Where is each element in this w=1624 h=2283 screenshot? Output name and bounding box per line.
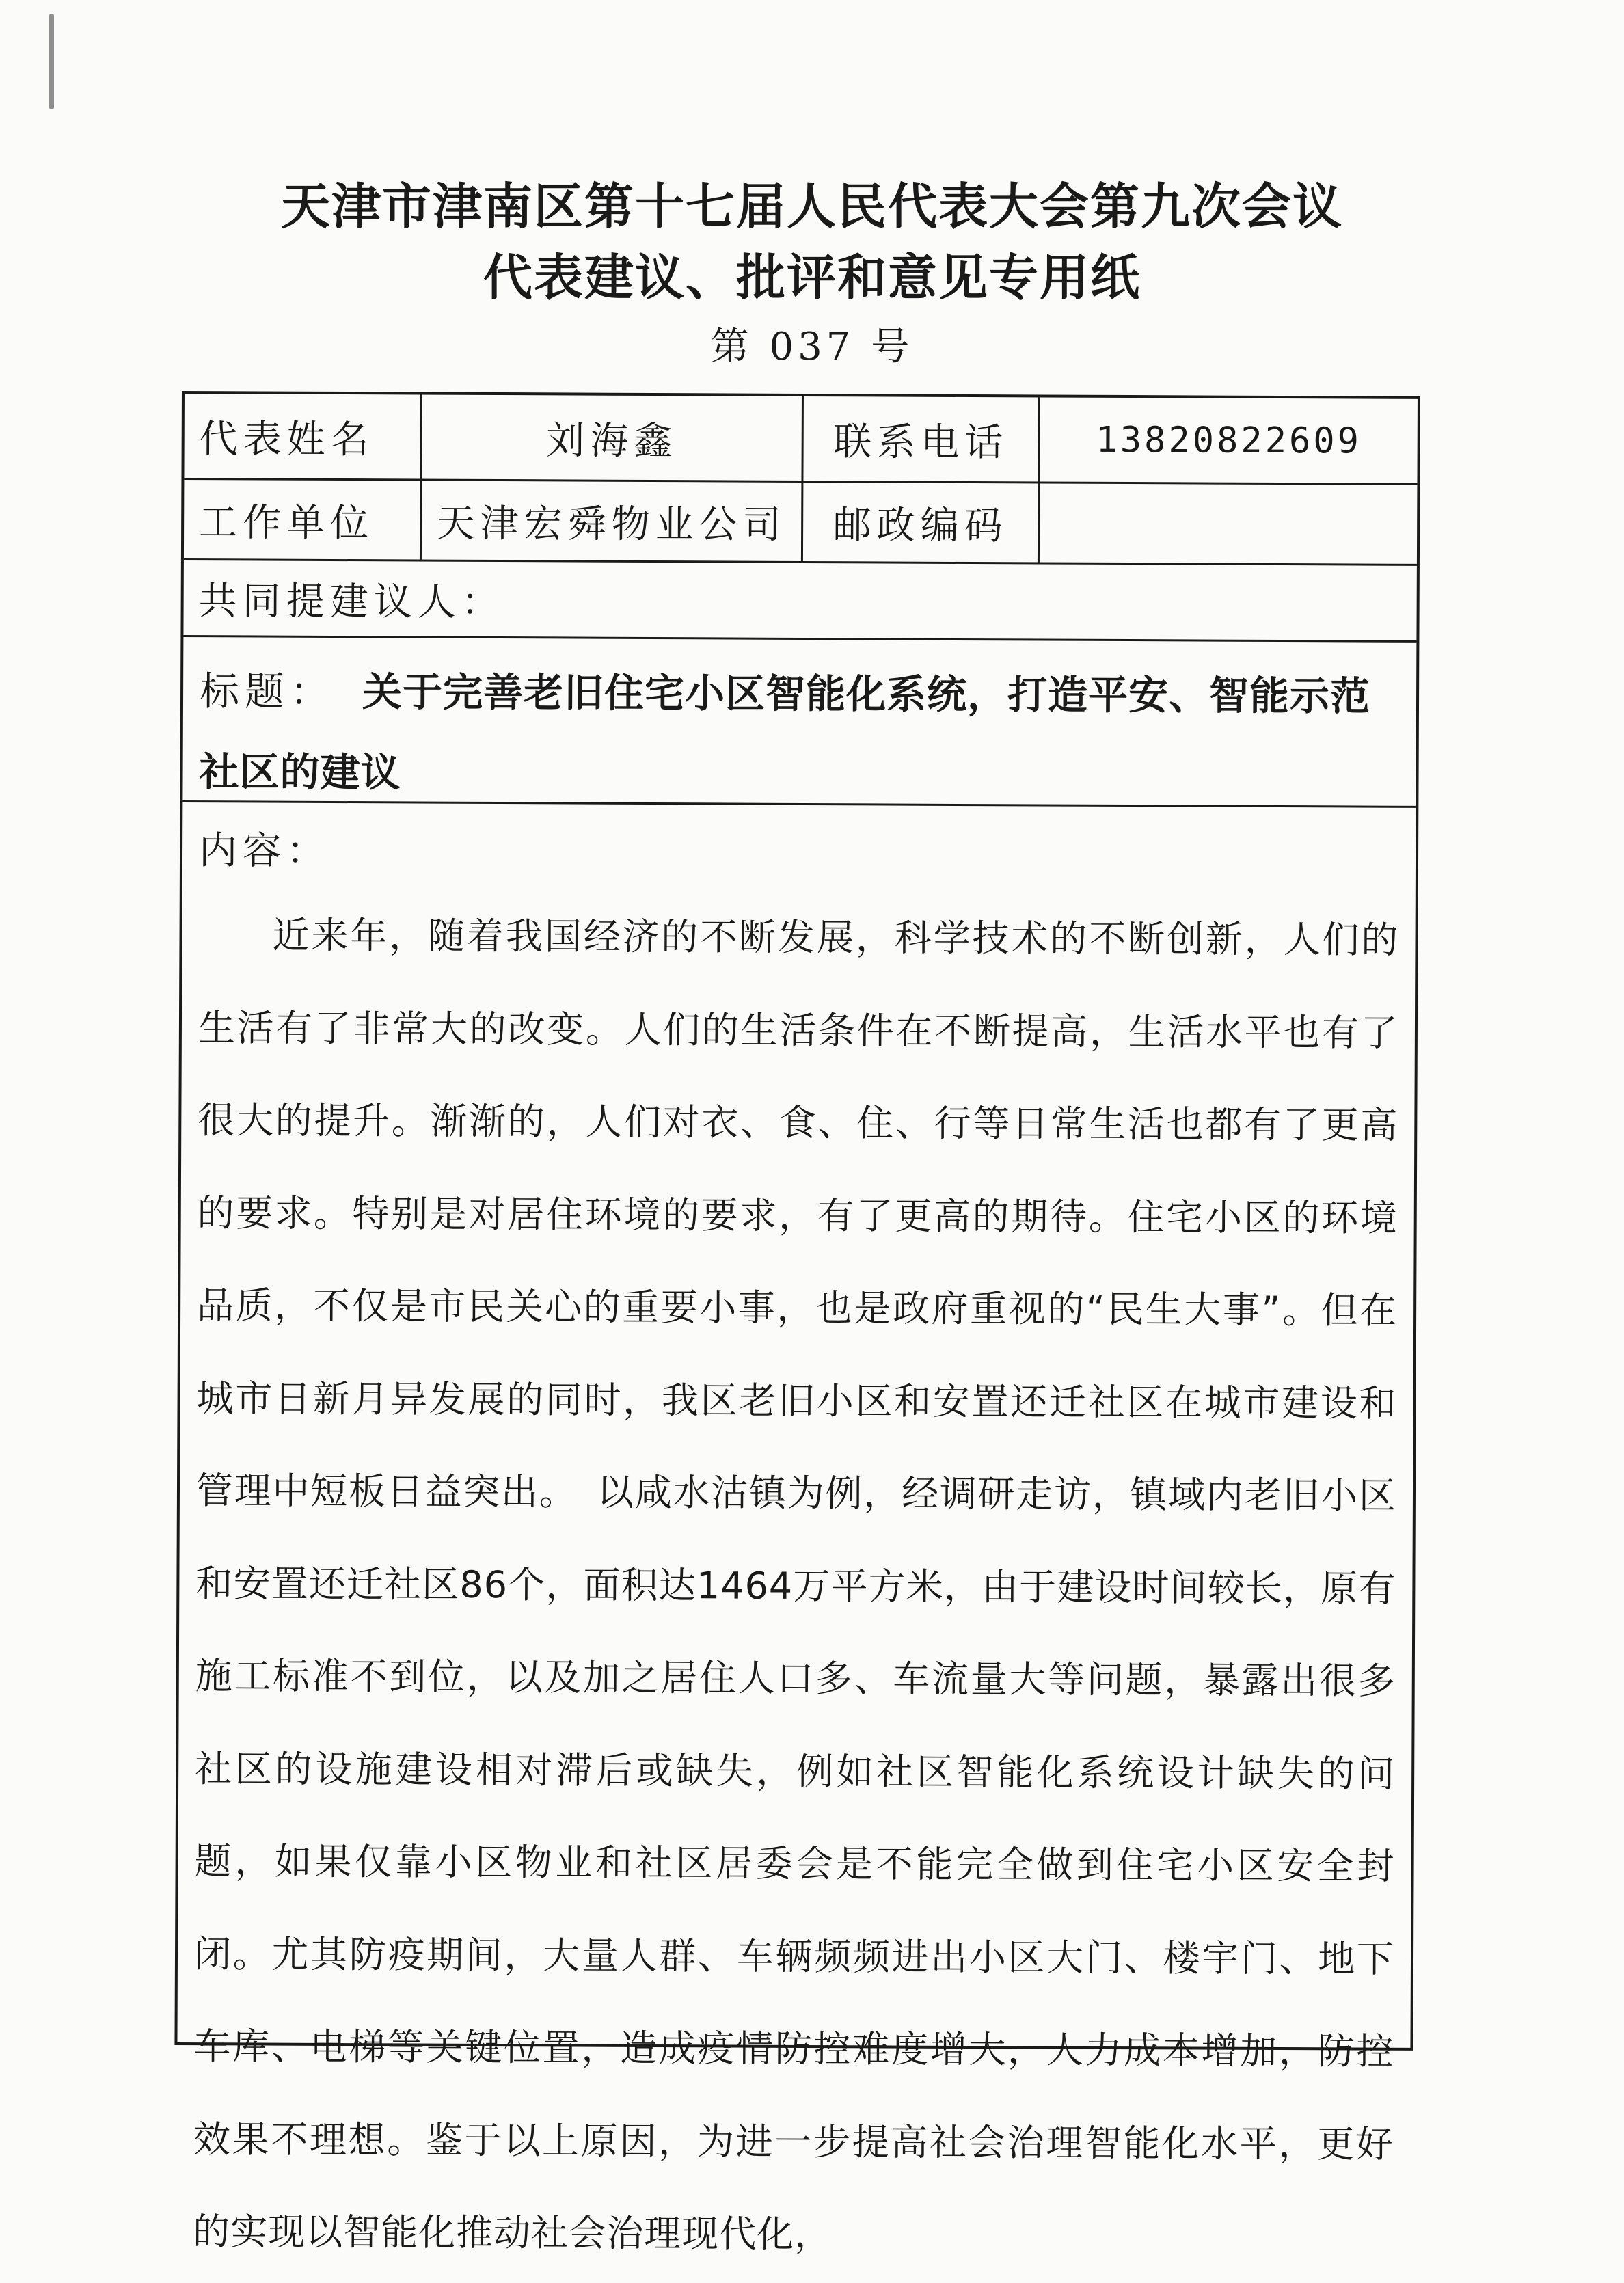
employer-value-text: 天津宏舜物业公司 [436,501,787,548]
scan-edge-mark [49,14,54,109]
employer-value [422,481,803,561]
name-value-text: 刘海鑫 [546,418,678,463]
subject-value: 关于完善老旧住宅小区智能化系统，打造平安、智能示范社区的建议 [199,668,1371,796]
employer-label [184,480,422,560]
document-title-line1: 天津市津南区第十七届人民代表大会第九次会议 [280,178,1343,235]
document-title-line2: 代表建议、批评和意见专用纸 [483,249,1141,306]
postcode-label-text: 邮政编码 [833,502,1008,548]
name-value [422,395,804,481]
form-row-name-phone [184,394,1418,485]
subject-label: 标题： [199,668,336,715]
form-row-subject [182,637,1416,808]
document-header [0,171,1624,375]
phone-value [1040,397,1418,483]
document-serial-number: 第 037 号 [710,325,914,369]
content-body: 近来年，随着我国经济的不断发展，科学技术的不断创新，人们的生活有了非常大的改变。人们的生活条件在不断提高，生活水平也有了很大的提升。渐渐的，人们对衣、食、住、行等日常生活也都有了更高的要求。特别是对居住环境的要求，有了更高的期待。住宅小区的环境品质，不仅是市民关心的重要小事，也是政府重视的“民生大事”。但在城市日新月异发展的同时，我区老旧小区和安置还迁社区在城市建设和管理中短板日益突出。 以咸水沽镇为例，经调研走访，镇域内老旧小区和安置还迁社区86个，面积达1464万平方米，由于建设时间较长，原有施工标准不到位，以及加之居住人口多、车流量大等问题，暴露出很多社区的设施建设相对滞后或缺失，例如社区智能化系统设计缺失的问题，如果仅靠小区物业和社区居委会是不能完全做到住宅小区安全封闭。尤其防疫期间，大量人群、车辆频频进出小区大门、楼宇门、地下车库、电梯等关键位置，造成疫情防控难度增大，人力成本增加，防控效果不理想。鉴于以上原因，为进一步提高社会治理智能化水平，更好的实现以智能化推动社会治理现代化， [193,913,1399,2256]
co-proposers-label: 共同提建议人： [198,578,505,625]
employer-label-text: 工作单位 [199,500,375,545]
proposal-form [174,391,1420,2256]
form-row-employer-postcode [184,480,1417,566]
content-label: 内容： [198,828,331,874]
form-row-content [177,802,1416,2256]
phone-label [803,396,1040,482]
form-row-co-proposers [183,560,1416,643]
subject-field [199,651,1400,818]
name-label [184,394,422,479]
phone-label-text: 联系电话 [833,419,1009,465]
phone-value-text: 13820822609 [1096,419,1362,462]
postcode-value [1040,483,1417,563]
postcode-label [803,483,1040,563]
name-label-text: 代表姓名 [199,416,375,462]
co-proposers-field [183,560,1416,640]
